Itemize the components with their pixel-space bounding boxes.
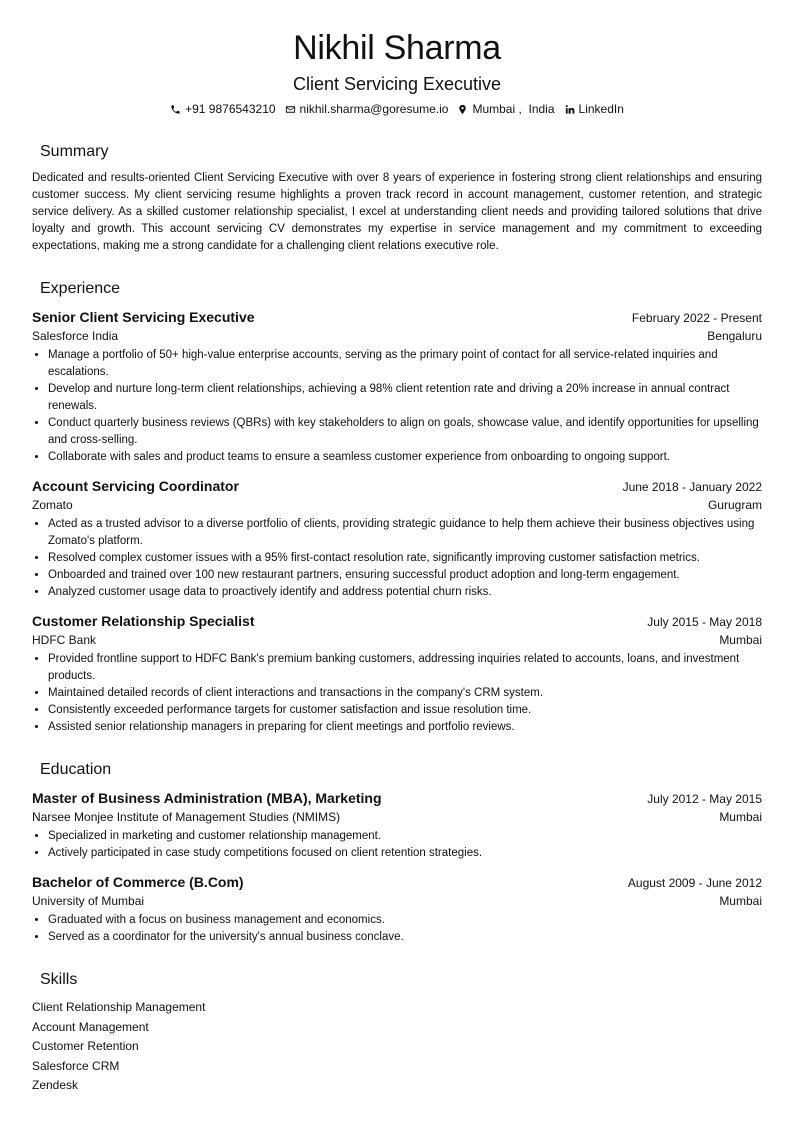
experience-sub-row [32,497,762,514]
linkedin-text: LinkedIn [578,102,624,116]
bullet-item: • Specialized in marketing and customer relationship management. [48,828,762,845]
bullet-item: • Onboarded and trained over 100 new restaurant partners, ensuring successful product adoption and long-term engagement. [48,567,762,584]
experience-bullets [32,347,762,466]
education-institution: Narsee Monjee Institute of Management Studies (NMIMS) [32,810,341,824]
experience-title-row [32,476,762,497]
skills-list [32,998,762,1096]
education-bullets [32,912,762,946]
education-location: Mumbai [719,894,762,908]
education-title: Bachelor of Commerce (B.Com) [32,874,244,890]
phone-icon [170,104,181,115]
education-date: July 2012 - May 2015 [647,792,762,806]
experience-title-row [32,611,762,632]
skill-item: Account Management [32,1019,149,1034]
education-sub-row [32,809,762,826]
skills-section [32,970,762,1096]
experience-date: June 2018 - January 2022 [622,480,762,494]
candidate-name: Nikhil Sharma [293,29,501,67]
contact-linkedin[interactable] [564,100,624,118]
linkedin-icon [564,104,575,115]
summary-section [32,142,762,255]
bullet-item: • Analyzed customer usage data to proactively identify and address potential churn risks. [48,584,762,601]
bullet-item: • Graduated with a focus on business management and economics. [48,912,762,929]
bullet-item: • Assisted senior relationship managers in preparing for client meetings and portfolio reviews. [48,719,762,736]
bullet-item: • Develop and nurture long-term client relationships, achieving a 98% client retention rate and driving a 20% increase in annual contract renewals. [48,381,762,415]
education-entry [32,872,762,946]
bullet-item: • Consistently exceeded performance targets for customer satisfaction and issue resolution time. [48,702,762,719]
experience-date: July 2015 - May 2018 [647,615,762,629]
experience-location: Bengaluru [707,329,762,343]
skill-item: Zendesk [32,1078,79,1092]
experience-section [32,279,762,736]
experience-entry [32,476,762,601]
resume-content [0,142,794,1096]
experience-entry [32,307,762,466]
experience-company: Salesforce India [32,329,119,343]
education-entry [32,788,762,862]
education-sub-row [32,893,762,910]
experience-bullets [32,651,762,736]
bullet-item: • Served as a coordinator for the university's annual business conclave. [48,929,762,946]
experience-date: February 2022 - Present [631,311,762,325]
experience-heading: Experience [40,280,121,297]
experience-sub-row [32,632,762,649]
experience-bullets [32,516,762,601]
skill-item: Salesforce CRM [32,1058,120,1073]
experience-list [32,307,762,736]
skill-item: Client Relationship Management [32,1000,206,1014]
bullet-item: • Conduct quarterly business reviews (QBRs) with key stakeholders to align on goals, showcase value, and identify opportunities for upselling and cross-selling. [48,415,762,449]
experience-location: Gurugram [707,498,762,512]
experience-location: Mumbai [719,633,762,647]
contact-location [457,100,554,118]
education-list [32,788,762,946]
email-icon [285,104,296,115]
location-text: Mumbai , India [472,102,555,116]
bullet-item: • Resolved complex customer issues with a 95% first-contact resolution rate, significantly improving customer satisfaction metrics. [48,550,762,567]
education-bullets [32,828,762,862]
experience-title: Customer Relationship Specialist [32,613,255,629]
experience-sub-row [32,328,762,345]
email-text: nikhil.sharma@goresume.io [299,102,449,116]
experience-title-row [32,307,762,328]
education-institution: University of Mumbai [32,894,145,908]
phone-text: +91 9876543210 [185,102,276,116]
contact-phone[interactable] [170,100,275,118]
experience-entry [32,611,762,736]
bullet-item: • Actively participated in case study competitions focused on client retention strategies. [48,845,762,862]
skill-item: Customer Retention [32,1039,139,1053]
contact-bar [0,100,794,118]
location-pin-icon [457,104,468,115]
bullet-item: • Provided frontline support to HDFC Bank's premium banking customers, addressing inquiries related to accounts, loans, and investment products. [48,651,762,685]
education-title-row [32,872,762,893]
summary-heading: Summary [40,143,109,160]
education-date: August 2009 - June 2012 [627,876,762,890]
bullet-item: • Collaborate with sales and product teams to ensure a seamless customer experience from onboarding to ongoing support. [48,449,762,466]
education-section [32,760,762,946]
bullet-item: • Maintained detailed records of client interactions and transactions in the company's CRM system. [48,685,762,702]
bullet-item: • Manage a portfolio of 50+ high-value enterprise accounts, serving as the primary point of contact for all service-related inquiries and escalations. [48,347,762,381]
experience-title: Account Servicing Coordinator [32,478,239,494]
resume-header [0,0,794,118]
education-heading: Education [40,761,112,778]
experience-company: HDFC Bank [32,633,97,647]
experience-company: Zomato [32,498,73,512]
bullet-item: • Acted as a trusted advisor to a diverse portfolio of clients, providing strategic guidance to help them achieve their business objectives using Zomato's platform. [48,516,762,550]
candidate-title: Client Servicing Executive [292,74,502,94]
summary-text: Dedicated and results-oriented Client Servicing Executive with over 8 years of experience in fostering strong client relationships and ensuring customer success. My client servicing resume highlights a proven track record in account management, customer retention, and strategic service delivery. As a skilled customer relationship specialist, I excel at understanding client needs and providing tailored solutions that drive loyalty and growth. This account servicing CV demonstrates my expertise in service management and my commitment to exceeding expectations, making me a strong candidate for a challenging client relations executive role. [32,172,762,252]
education-title-row [32,788,762,809]
education-location: Mumbai [719,810,762,824]
skills-heading: Skills [40,971,78,988]
experience-title: Senior Client Servicing Executive [32,309,255,325]
contact-email[interactable] [285,100,449,118]
education-title: Master of Business Administration (MBA), Marketing [32,790,382,806]
